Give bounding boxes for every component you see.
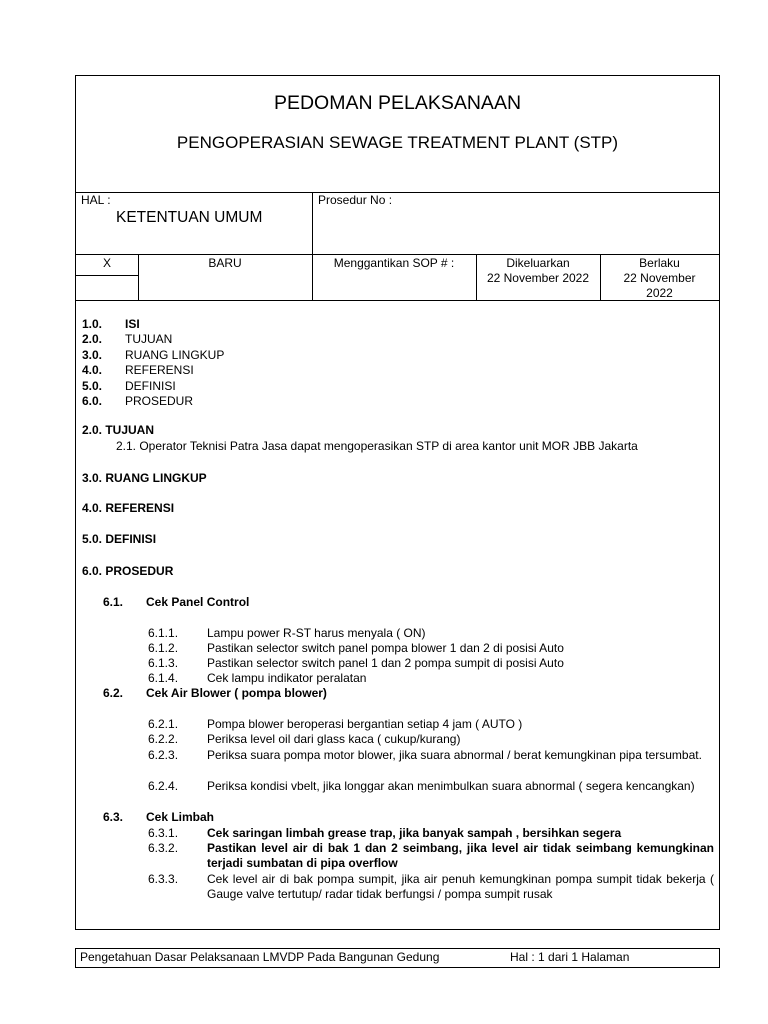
baru-label: BARU [208,256,242,270]
item-number: 6.2.1. [148,717,179,731]
section-6-2-number: 6.2. [103,686,124,700]
section-6-1-title: Cek Panel Control [146,595,250,609]
berlaku-label: Berlaku [639,256,680,270]
item-number: 6.3.1. [148,826,179,840]
definisi-heading: 5.0. DEFINISI [82,532,157,546]
dikeluarkan-date: 22 November 2022 [486,271,590,285]
item-text: Periksa level oil dari glass kaca ( cukup/kurang) [207,732,461,746]
toc-number: 1.0. [82,317,103,331]
toc-number: 6.0. [82,393,103,408]
toc-number: 2.0. [82,332,103,347]
page-footer [75,948,720,968]
item-number: 6.2.2. [148,732,179,746]
toc-number: 4.0. [82,363,103,378]
prosedur-label: Prosedur No : [318,193,393,207]
toc-item [82,317,682,332]
item-text: Pastikan level air di bak 1 dan 2 seimbang, jika level air tidak seimbang kemungkinan terjadi sumbatan di pipa overflow [207,841,714,870]
section-6-3-number: 6.3. [103,810,124,824]
tujuan-text: 2.1. Operator Teknisi Patra Jasa dapat mengoperasikan STP di area kantor unit MOR JBB Jakarta [116,439,638,453]
item-text: Lampu power R-ST harus menyala ( ON) [207,626,426,640]
toc-item [82,394,682,409]
section-6-3-title: Cek Limbah [146,810,215,824]
toc-label: RUANG LINGKUP [125,347,225,362]
item-number: 6.3.3. [148,872,179,886]
toc-item [82,348,682,363]
toc-item [82,332,682,347]
section-6-2-title: Cek Air Blower ( pompa blower) [146,686,327,700]
document-frame [75,75,720,930]
item-text: Cek lampu indikator peralatan [207,671,367,685]
toc-label: REFERENSI [125,363,194,378]
item-number: 6.3.2. [148,841,179,855]
item-text: Periksa kondisi vbelt, jika longgar akan menimbulkan suara abnormal ( segera kencangkan) [207,779,695,793]
item-number: 6.1.2. [148,641,179,655]
item-text: Pompa blower beroperasi bergantian setiap 4 jam ( AUTO ) [207,717,523,731]
berlaku-date: 22 November [623,271,696,285]
toc-label: ISI [125,317,140,331]
dikeluarkan-label: Dikeluarkan [506,256,570,270]
toc-label: TUJUAN [125,332,173,347]
tujuan-heading: 2.0. TUJUAN [82,423,155,437]
header-divider [76,192,719,193]
x-mark: X [102,256,111,270]
table-of-contents [82,317,682,409]
item-text: Cek level air di bak pompa sumpit, jika air penuh kemungkinan pompa sumpit tidak bekerja ( Gauge valve tertutup/ radar tidak berfungsi / pompa sumpit rusak [207,872,714,901]
prosedur-heading: 6.0. PROSEDUR [82,564,174,578]
berlaku-date-year: 2022 [646,286,673,300]
toc-label: PROSEDUR [125,393,194,408]
item-number: 6.2.3. [148,748,179,762]
header-divider [76,275,138,276]
referensi-heading: 4.0. REFERENSI [82,501,175,515]
item-text: Cek saringan limbah grease trap, jika banyak sampah , bersihkan segera [207,826,622,840]
item-number: 6.1.1. [148,626,179,640]
document-subtitle: PENGOPERASIAN SEWAGE TREATMENT PLANT (STP) [176,133,619,152]
ruang-lingkup-heading: 3.0. RUANG LINGKUP [82,471,207,485]
footer-title: Pengetahuan Dasar Pelaksanaan LMVDP Pada Bangunan Gedung [80,950,440,964]
document-title: PEDOMAN PELAKSANAAN [273,92,522,114]
page-number: Hal : 1 dari 1 Halaman [510,950,630,964]
header-divider [76,254,719,255]
header-column-divider [312,192,313,300]
item-text: Pastikan selector switch panel 1 dan 2 pompa sumpit di posisi Auto [207,656,564,670]
toc-number: 3.0. [82,347,103,362]
toc-item [82,379,682,394]
item-number: 6.1.4. [148,671,179,685]
toc-number: 5.0. [82,378,103,393]
item-number: 6.1.3. [148,656,179,670]
item-text: Periksa suara pompa motor blower, jika suara abnormal / berat kemungkinan pipa tersumbat. [207,748,702,762]
item-number: 6.2.4. [148,779,179,793]
item-text: Pastikan selector switch panel pompa blower 1 dan 2 di posisi Auto [207,641,564,655]
hal-label: HAL : [81,193,111,207]
toc-label: DEFINISI [125,378,176,393]
menggantikan-label: Menggantikan SOP # : [333,256,455,270]
toc-item [82,363,682,378]
hal-value: KETENTUAN UMUM [116,209,263,226]
section-6-1-number: 6.1. [103,595,124,609]
